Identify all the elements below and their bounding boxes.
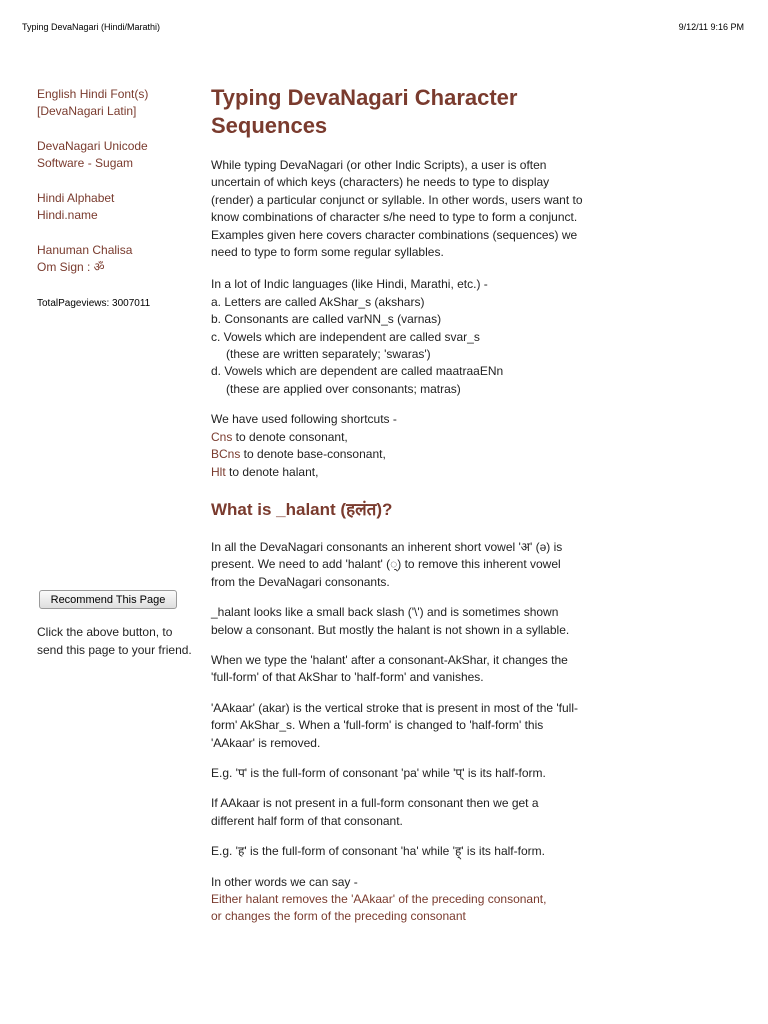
hindi-name-link[interactable]: Hindi.name <box>37 208 98 222</box>
english-hindi-fonts-link[interactable]: English Hindi Font(s) <box>37 87 149 101</box>
shortcuts-intro: We have used following shortcuts - <box>211 412 397 427</box>
sidebar-link-group-chalisa <box>37 242 197 276</box>
shortcut-cns <box>211 429 583 446</box>
shortcut-cns-abbr: Cns <box>211 429 233 444</box>
shortcut-bcns-abbr: BCns <box>211 447 241 462</box>
recommend-page-button[interactable]: Recommend This Page <box>39 590 177 609</box>
hanuman-chalisa-link[interactable]: Hanuman Chalisa <box>37 243 133 257</box>
list-item-c: c. Vowels which are independent are called svar_s <box>211 329 480 344</box>
intro-paragraph: While typing DevaNagari (or other Indic Scripts), a user is often uncertain of which keys (characters) he needs to type to display (render) a particular conjunct or syllable. In other words, users want to know combinations of character s/he need to type to form a conjunct. Examples given here covers character combinations (sequences) we need to type to form some regular syllables. <box>211 158 583 260</box>
list-item-c-note: (these are written separately; 'swaras') <box>226 347 431 362</box>
aakaar-paragraph: 'AAkaar' (akar) is the vertical stroke that is present in most of the 'full-form' AkShar_s. When a 'full-form' is changed to 'half-form' this 'AAkaar' is removed. <box>211 700 579 750</box>
summary-line-1: Either halant removes the 'AAkaar' of the preceding consonant, <box>211 892 547 906</box>
half-form-paragraph: If AAkaar is not present in a full-form consonant then we get a different half form of that consonant. <box>211 796 539 828</box>
summary-intro: In other words we can say - <box>211 874 358 889</box>
halant-paragraph-1: In all the DevaNagari consonants an inherent short vowel 'अ' (ə) is present. We need to add 'halant' (्) to remove this inherent vowel from the DevaNagari consonants. <box>211 539 563 589</box>
recommend-description: Click the above button, to send this page to your friend. <box>37 625 192 657</box>
list-item-b: b. Consonants are called varNN_s (varnas) <box>211 312 442 327</box>
example-ha: E.g. 'ह' is the full-form of consonant 'ha' while 'ह्' is its half-form. <box>211 844 545 859</box>
page-title: Typing DevaNagari Character Sequences <box>211 85 518 138</box>
list-item-a: a. Letters are called AkShar_s (akshars) <box>211 294 425 309</box>
main-content <box>211 84 583 926</box>
section-title-halant: What is _halant (हलंत)? <box>211 499 393 519</box>
devanagari-latin-link[interactable]: [DevaNagari Latin] <box>37 104 137 118</box>
list-item-d: d. Vowels which are dependent are called maatraaENn <box>211 364 504 379</box>
shortcut-hlt <box>211 464 583 481</box>
halant-paragraph-2: _halant looks like a small back slash ('\') and is sometimes shown below a consonant. But mostly the halant is not shown in a syllable. <box>211 605 570 637</box>
software-sugam-link[interactable]: Software - Sugam <box>37 156 134 170</box>
shortcut-bcns <box>211 446 583 463</box>
sidebar <box>37 86 197 309</box>
hindi-alphabet-link[interactable]: Hindi Alphabet <box>37 191 115 205</box>
print-header <box>0 0 768 40</box>
shortcut-bcns-desc: to denote base-consonant, <box>240 447 386 462</box>
list-item-d-note: (these are applied over consonants; matras) <box>226 381 461 396</box>
sidebar-link-group-alphabet <box>37 190 197 224</box>
halant-paragraph-3: When we type the 'halant' after a consonant-AkShar, it changes the 'full-form' of that AkShar to 'half-form' and vanishes. <box>211 652 568 685</box>
shortcut-cns-desc: to denote consonant, <box>232 429 348 444</box>
example-pa: E.g. 'प' is the full-form of consonant 'pa' while 'प्' is its half-form. <box>211 765 546 780</box>
summary-line-2: or changes the form of the preceding consonant <box>211 909 466 924</box>
om-sign-link[interactable]: Om Sign : ॐ <box>37 260 105 274</box>
shortcut-hlt-abbr: Hlt <box>211 464 226 479</box>
print-header-datetime: 9/12/11 9:16 PM <box>678 22 744 32</box>
pageviews-counter: TotalPageviews: 3007011 <box>37 298 151 309</box>
devanagari-unicode-link[interactable]: DevaNagari Unicode <box>37 139 148 153</box>
shortcut-hlt-desc: to denote halant, <box>225 464 319 479</box>
sidebar-link-group-fonts <box>37 86 197 120</box>
sidebar-link-group-software <box>37 138 197 172</box>
list-intro: In a lot of Indic languages (like Hindi, Marathi, etc.) - <box>211 277 488 292</box>
print-header-title: Typing DevaNagari (Hindi/Marathi) <box>22 22 161 32</box>
